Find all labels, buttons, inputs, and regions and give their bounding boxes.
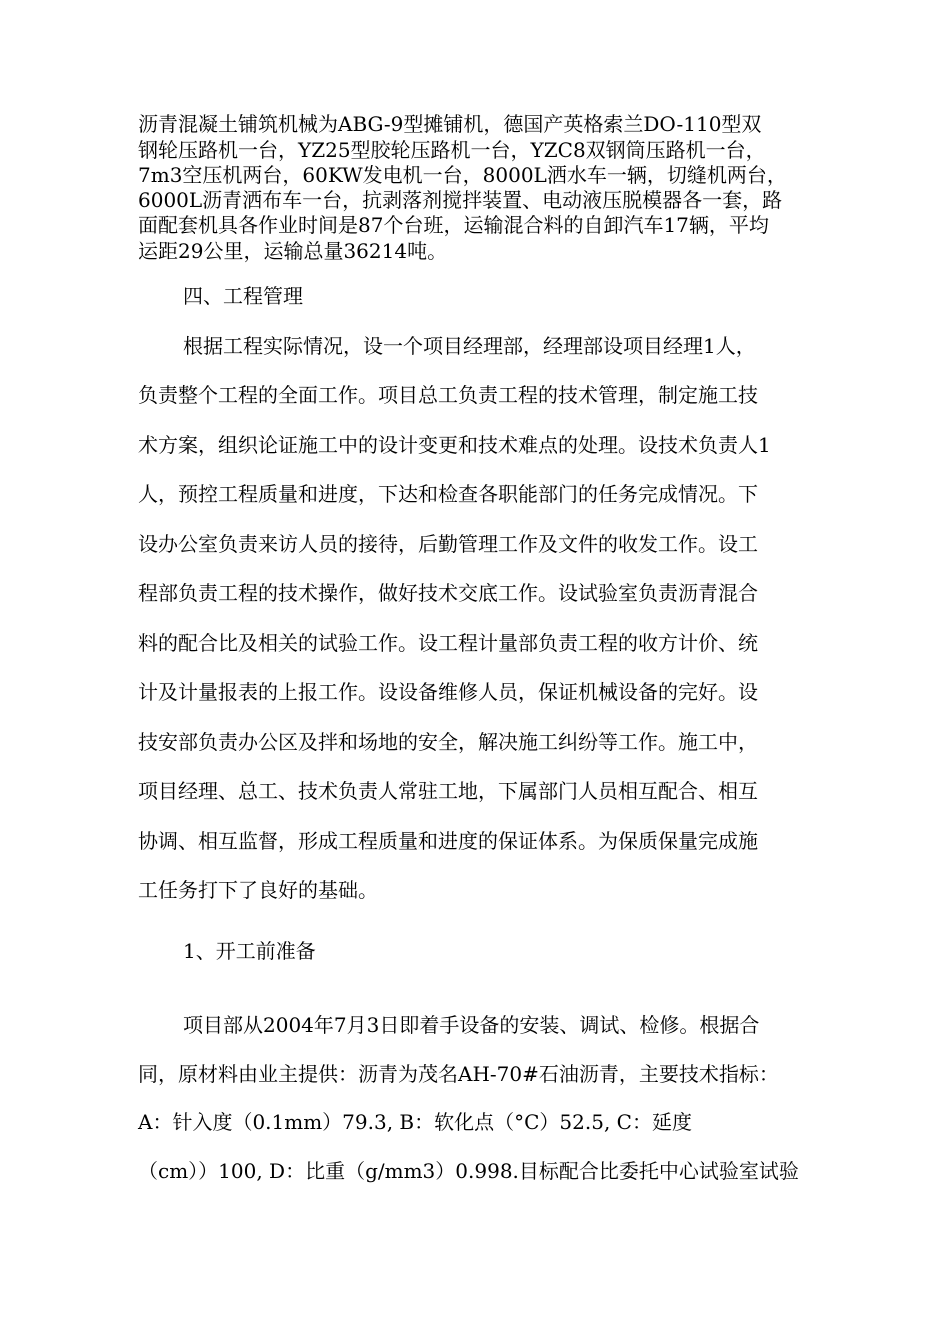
paragraph-2-line-10: 项目经理、总工、技术负责人常驻工地，下属部门人员相互配合、相互 — [138, 779, 758, 803]
paragraph-3-line-2: 同，原材料由业主提供：沥青为茂名AH-70#石油沥青，主要技术指标： — [138, 1062, 779, 1086]
paragraph-2-line-9: 技安部负责办公区及拌和场地的安全，解决施工纠纷等工作。施工中， — [138, 730, 758, 754]
paragraph-2-line-1: 根据工程实际情况，设一个项目经理部，经理部设项目经理1人， — [183, 334, 756, 358]
paragraph-1-line-2: 钢轮压路机一台，YZ25型胶轮压路机一台，YZC8双钢筒压路机一台， — [138, 138, 766, 162]
paragraph-2-line-12: 工任务打下了良好的基础。 — [138, 878, 378, 902]
paragraph-3-line-1: 项目部从2004年7月3日即着手设备的安装、调试、检修。根据合 — [183, 1013, 760, 1037]
paragraph-2-line-6: 程部负责工程的技术操作，做好技术交底工作。设试验室负责沥青混合 — [138, 581, 758, 605]
paragraph-2-line-2: 负责整个工程的全面工作。项目总工负责工程的技术管理，制定施工技 — [138, 383, 758, 407]
paragraph-3-line-3: A：针入度（0.1mm）79.3, B：软化点（°C）52.5, C：延度 — [138, 1110, 692, 1134]
paragraph-1-line-6: 运距29公里，运输总量36214吨。 — [138, 239, 448, 263]
paragraph-1-line-1: 沥青混凝土铺筑机械为ABG-9型摊铺机，德国产英格索兰DO-110型双 — [138, 112, 762, 136]
paragraph-2-line-11: 协调、相互监督，形成工程质量和进度的保证体系。为保质保量完成施 — [138, 829, 758, 853]
paragraph-2-line-5: 设办公室负责来访人员的接待，后勤管理工作及文件的收发工作。设工 — [138, 532, 758, 556]
paragraph-2-line-3: 术方案，组织论证施工中的设计变更和技术难点的处理。设技术负责人1 — [138, 433, 771, 457]
paragraph-3-line-4: （cm））100, D：比重（g/mm3）0.998.目标配合比委托中心试验室试验 — [138, 1159, 799, 1183]
paragraph-1-line-5: 面配套机具各作业时间是87个台班，运输混合料的自卸汽车17辆，平均 — [138, 213, 769, 237]
paragraph-1-line-3: 7m3空压机两台，60KW发电机一台，8000L洒水车一辆，切缝机两台， — [138, 163, 787, 187]
section-heading-management: 四、工程管理 — [183, 284, 303, 308]
subsection-heading-preparation: 1、开工前准备 — [183, 939, 316, 963]
paragraph-2-line-7: 料的配合比及相关的试验工作。设工程计量部负责工程的收方计价、统 — [138, 631, 758, 655]
paragraph-2-line-8: 计及计量报表的上报工作。设设备维修人员，保证机械设备的完好。设 — [138, 680, 758, 704]
paragraph-2-line-4: 人，预控工程质量和进度，下达和检查各职能部门的任务完成情况。下 — [138, 482, 758, 506]
paragraph-1-line-4: 6000L沥青洒布车一台，抗剥落剂搅拌装置、电动液压脱模器各一套，路 — [138, 188, 783, 212]
